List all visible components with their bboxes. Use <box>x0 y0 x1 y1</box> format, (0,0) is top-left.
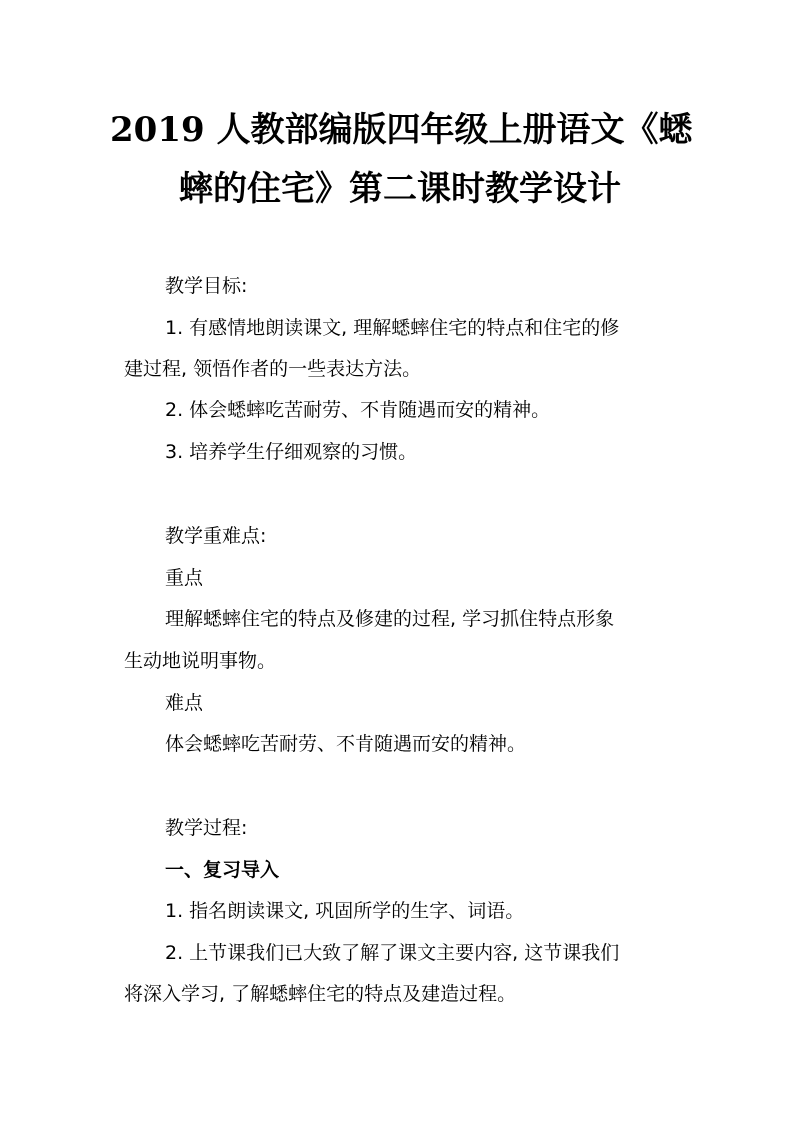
objective-2: 2. 体会蟋蟀吃苦耐劳、不肯随遇而安的精神。 <box>165 399 551 421</box>
step-2-line-2: 将深入学习, 了解蟋蟀住宅的特点及建造过程。 <box>124 983 517 1005</box>
key-point-line-2: 生动地说明事物。 <box>124 650 277 672</box>
process-heading: 教学过程: <box>165 817 248 839</box>
step-2-line-1: 2. 上节课我们已大致了解了课文主要内容, 这节课我们 <box>165 942 620 964</box>
difficulty-label: 难点 <box>165 692 204 714</box>
section-1-heading: 一、复习导入 <box>165 859 280 881</box>
difficulty-text: 体会蟋蟀吃苦耐劳、不肯随遇而安的精神。 <box>165 733 527 755</box>
objective-1-line-1: 1. 有感情地朗读课文, 理解蟋蟀住宅的特点和住宅的修 <box>165 317 620 339</box>
document-title-line-2: 蟀的住宅》第二课时教学设计 <box>179 169 621 209</box>
objectives-heading: 教学目标: <box>165 275 248 297</box>
document-title-line-1: 2019 人教部编版四年级上册语文《蟋 <box>110 110 693 150</box>
key-point-line-1: 理解蟋蟀住宅的特点及修建的过程, 学习抓住特点形象 <box>165 608 615 630</box>
objective-1-line-2: 建过程, 领悟作者的一些表达方法。 <box>124 358 422 380</box>
key-points-heading: 教学重难点: <box>165 525 267 547</box>
objective-3: 3. 培养学生仔细观察的习惯。 <box>165 441 418 463</box>
key-point-label: 重点 <box>165 567 204 589</box>
step-1: 1. 指名朗读课文, 巩固所学的生字、词语。 <box>165 900 525 922</box>
